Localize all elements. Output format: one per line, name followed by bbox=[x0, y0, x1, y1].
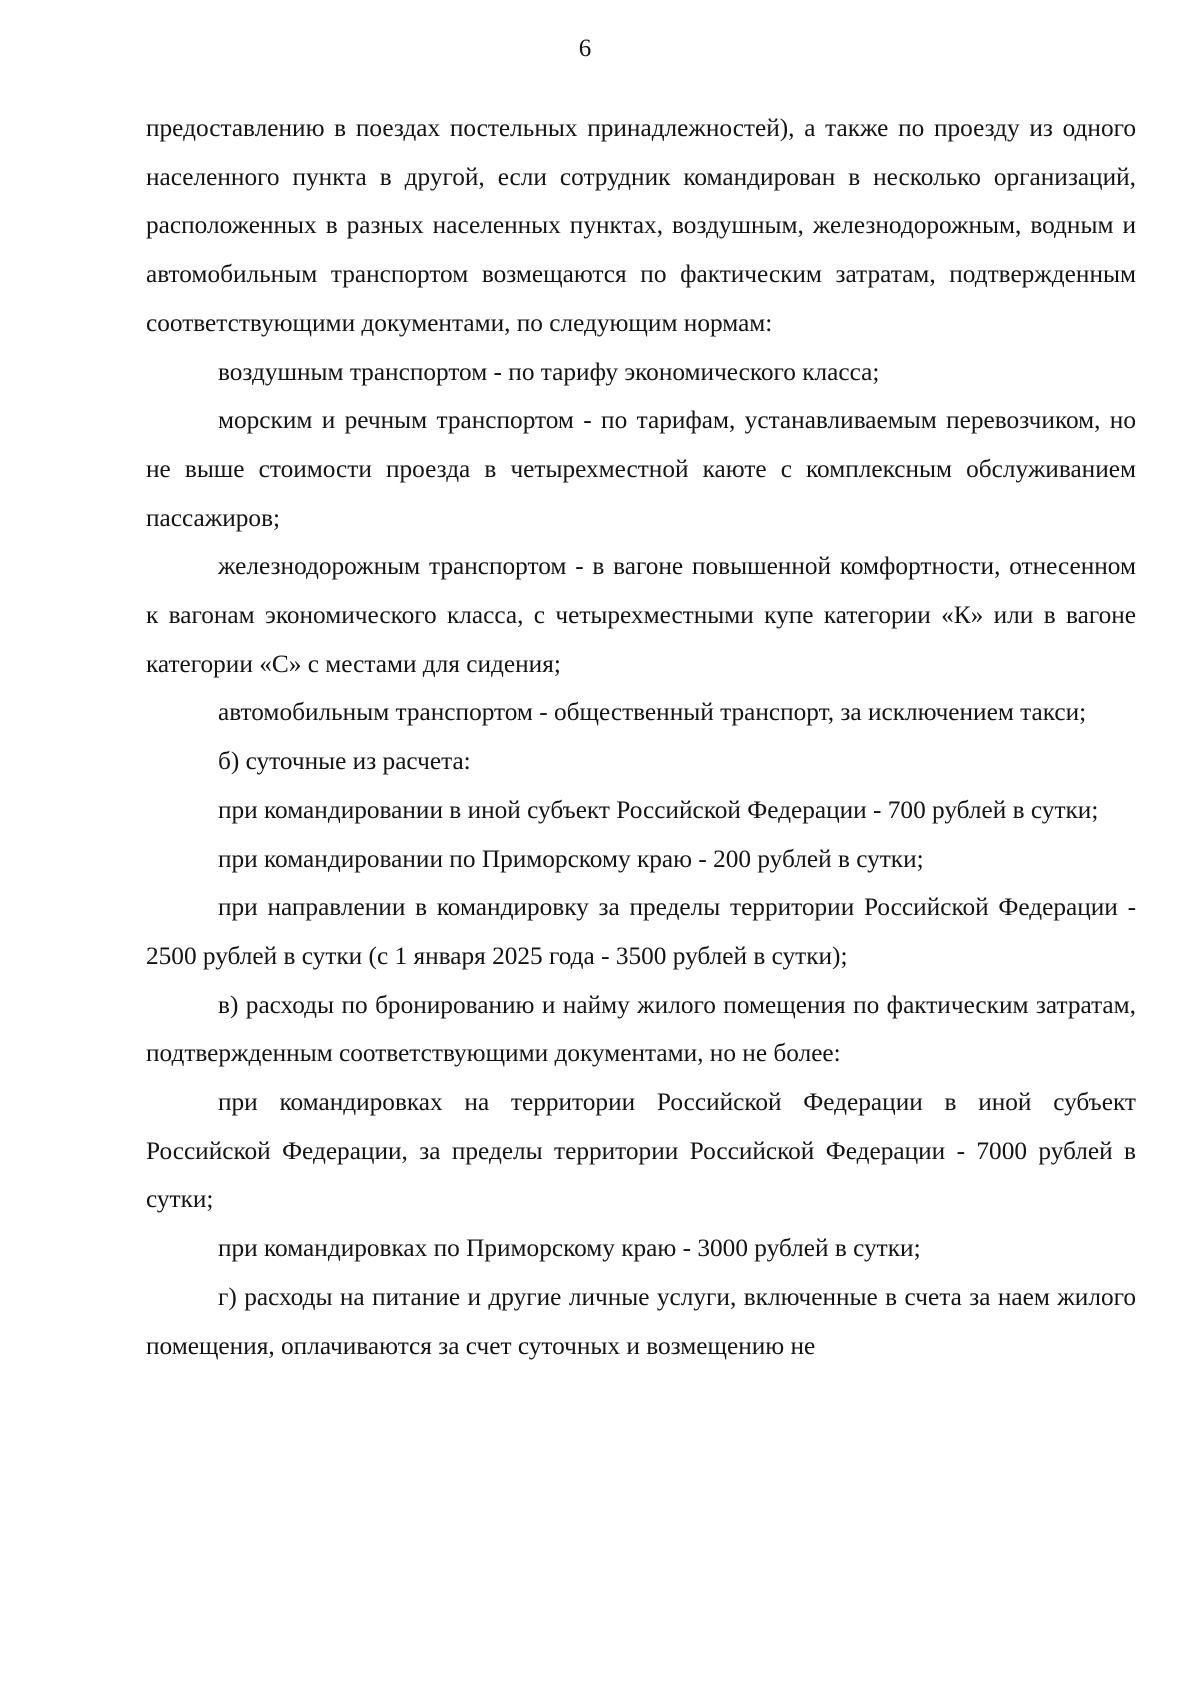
paragraph-daily-allowance-heading: б) суточные из расчета: bbox=[218, 747, 471, 776]
paragraph-accommodation-russia-abroad: при командировках на территории Российской Федерации в иной субъект Российской Федерации, за пределы территории Российской Федерации - 7000 рублей в сутки; bbox=[146, 1088, 1136, 1214]
paragraph-daily-allowance-other-region: при командировании в иной субъект Российской Федерации - 700 рублей в сутки; bbox=[218, 795, 1099, 824]
paragraph-sea-river-transport: морским и речным транспортом - по тарифам, устанавливаемым перевозчиком, но не выше стоимости проезда в четырехместной каюте с комплексным обслуживанием пассажиров; bbox=[146, 406, 1136, 532]
page-number: 6 bbox=[578, 35, 592, 62]
paragraph-road-transport: автомобильным транспортом - общественный транспорт, за исключением такси; bbox=[218, 698, 1087, 727]
paragraph-daily-allowance-primorsky: при командировании по Приморскому краю - 200 рублей в сутки; bbox=[218, 844, 924, 873]
paragraph-accommodation-primorsky: при командировках по Приморскому краю - 3000 рублей в сутки; bbox=[218, 1234, 921, 1263]
document-body bbox=[146, 104, 1136, 1370]
paragraph-daily-allowance-abroad: при направлении в командировку за пределы территории Российской Федерации - 2500 рублей в сутки (с 1 января 2025 года - 3500 рублей в сутки); bbox=[146, 893, 1136, 970]
paragraph-air-transport: воздушным транспортом - по тарифу экономического класса; bbox=[218, 357, 880, 386]
paragraph-rail-transport: железнодорожным транспортом - в вагоне повышенной комфортности, отнесенном к вагонам экономического класса, с четырехместными купе категории «К» или в вагоне категории «С» с местами для сидения; bbox=[146, 552, 1136, 678]
paragraph-meals-services: г) расходы на питание и другие личные услуги, включенные в счета за наем жилого помещения, оплачиваются за счет суточных и возмещению не bbox=[146, 1282, 1136, 1360]
paragraph-accommodation-heading: в) расходы по бронированию и найму жилого помещения по фактическим затратам, подтвержденным соответствующими документами, но не более: bbox=[146, 990, 1136, 1068]
paragraph-travel-expenses: предоставлению в поездах постельных принадлежностей), а также по проезду из одного населенного пункта в другой, если сотрудник командирован в несколько организаций, расположенных в разных населенных пунктах, воздушным, железнодорожным, водным и автомобильным транспортом возмещаются по фактическим затратам, подтвержденным соответствующими документами, по следующим нормам: bbox=[146, 114, 1136, 337]
